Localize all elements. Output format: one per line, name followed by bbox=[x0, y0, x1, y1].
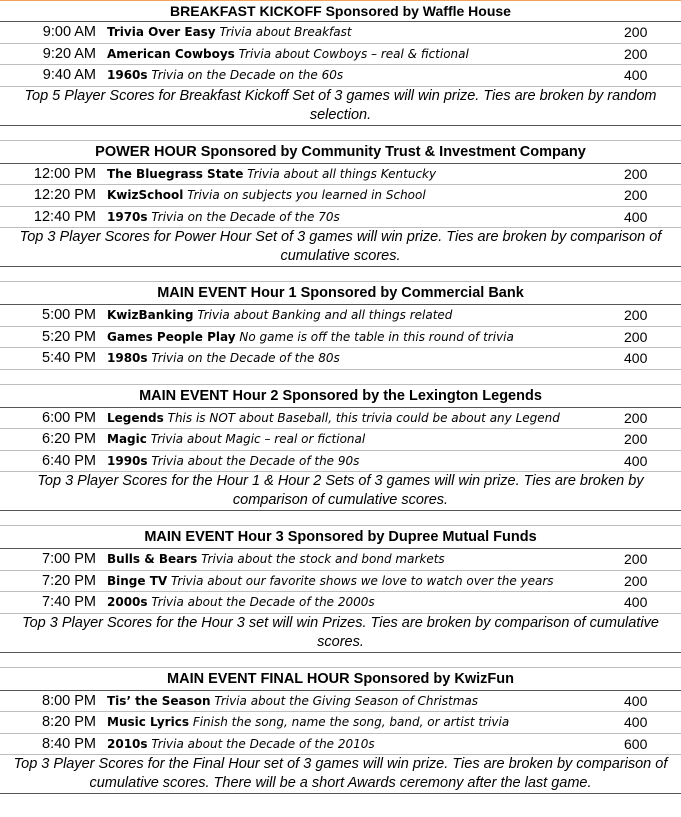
game-title bbox=[107, 571, 554, 592]
schedule-row bbox=[0, 592, 681, 614]
game-name: Magic bbox=[107, 432, 147, 446]
game-title bbox=[107, 429, 365, 450]
game-description: This is NOT about Baseball, this trivia could be about any Legend bbox=[167, 410, 560, 425]
schedule-row bbox=[0, 65, 681, 87]
schedule-row bbox=[0, 451, 681, 473]
schedule-section-breakfast bbox=[0, 1, 681, 126]
game-title bbox=[107, 592, 375, 613]
game-points: 400 bbox=[624, 452, 648, 469]
schedule-row bbox=[0, 207, 681, 229]
section-gap bbox=[0, 267, 681, 281]
game-name: American Cowboys bbox=[107, 46, 235, 61]
section-heading: MAIN EVENT Hour 3 Sponsored by Dupree Mutual Funds bbox=[0, 526, 681, 549]
schedule-section-hour-1 bbox=[0, 282, 681, 370]
schedule-section-power-hour bbox=[0, 141, 681, 268]
game-time: 6:40 PM bbox=[42, 452, 96, 469]
game-name: 2010s bbox=[107, 736, 148, 751]
game-description: Trivia about all things Kentucky bbox=[247, 166, 437, 181]
game-title bbox=[107, 408, 560, 429]
schedule-row bbox=[0, 429, 681, 451]
section-heading: MAIN EVENT Hour 2 Sponsored by the Lexington Legends bbox=[0, 385, 681, 408]
game-name: The Bluegrass State bbox=[107, 166, 244, 181]
schedule-row bbox=[0, 571, 681, 593]
section-gap bbox=[0, 511, 681, 525]
game-points: 400 bbox=[624, 67, 648, 83]
game-title bbox=[107, 44, 469, 65]
game-points: 400 bbox=[624, 350, 648, 366]
game-time: 9:20 AM bbox=[42, 45, 96, 62]
section-heading: MAIN EVENT FINAL HOUR Sponsored by KwizFun bbox=[0, 668, 681, 691]
schedule-section-final-hour bbox=[0, 668, 681, 795]
game-time: 9:00 AM bbox=[42, 24, 96, 40]
prize-note: Top 3 Player Scores for the Hour 1 & Hour 2 Sets of 3 games will win prize. Ties are broken by comparison of cumulative scores. bbox=[0, 472, 681, 511]
game-title bbox=[107, 65, 343, 86]
prize-note: Top 3 Player Scores for the Final Hour set of 3 games will win prize. Ties are broken by comparison of cumulative scores. There will be a short Awards ceremony after the last game. bbox=[0, 755, 681, 794]
prize-note: Top 3 Player Scores for Power Hour Set of 3 games will win prize. Ties are broken by comparison of cumulative scores. bbox=[0, 228, 681, 267]
schedule-row bbox=[0, 185, 681, 207]
game-title bbox=[107, 305, 452, 326]
game-description: Trivia about Breakfast bbox=[219, 25, 352, 39]
game-time: 12:20 PM bbox=[33, 187, 96, 203]
game-description: Trivia about the Decade of the 90s bbox=[151, 453, 360, 468]
game-name: 1980s bbox=[107, 351, 148, 365]
game-description: Trivia on subjects you learned in School bbox=[187, 188, 426, 202]
section-heading: POWER HOUR Sponsored by Community Trust & Investment Company bbox=[0, 141, 681, 164]
schedule-row bbox=[0, 549, 681, 571]
game-name: Music Lyrics bbox=[107, 715, 189, 729]
section-heading: MAIN EVENT Hour 1 Sponsored by Commercial Bank bbox=[0, 282, 681, 305]
game-name: Tis’ the Season bbox=[107, 693, 211, 708]
section-gap bbox=[0, 370, 681, 384]
game-description: No game is off the table in this round of trivia bbox=[239, 329, 514, 344]
game-title bbox=[107, 164, 436, 185]
game-time: 7:00 PM bbox=[42, 551, 96, 567]
game-time: 7:40 PM bbox=[42, 594, 96, 610]
game-points: 200 bbox=[624, 45, 648, 62]
game-time: 5:20 PM bbox=[42, 328, 96, 345]
game-title bbox=[107, 712, 509, 733]
game-points: 600 bbox=[624, 735, 648, 752]
game-name: 2000s bbox=[107, 595, 148, 609]
game-points: 200 bbox=[624, 24, 648, 40]
game-description: Trivia about the stock and bond markets bbox=[201, 552, 445, 566]
game-points: 200 bbox=[624, 328, 648, 345]
game-name: 1990s bbox=[107, 453, 148, 468]
game-title bbox=[107, 734, 375, 755]
game-description: Trivia about the Giving Season of Christmas bbox=[214, 693, 478, 708]
game-points: 400 bbox=[624, 714, 648, 730]
game-description: Trivia on the Decade on the 60s bbox=[151, 68, 344, 82]
game-description: Trivia about the Decade of the 2000s bbox=[151, 595, 375, 609]
game-points: 400 bbox=[624, 208, 648, 225]
schedule-section-hour-2 bbox=[0, 385, 681, 512]
game-description: Trivia about Cowboys – real & fictional bbox=[238, 46, 469, 61]
game-description: Trivia on the Decade of the 80s bbox=[151, 351, 340, 365]
game-time: 12:40 PM bbox=[33, 208, 96, 225]
section-heading: BREAKFAST KICKOFF Sponsored by Waffle House bbox=[0, 1, 681, 22]
game-description: Trivia about our favorite shows we love to watch over the years bbox=[171, 573, 554, 588]
game-title bbox=[107, 691, 478, 712]
game-points: 200 bbox=[624, 187, 648, 203]
game-title bbox=[107, 327, 514, 348]
prize-note: Top 5 Player Scores for Breakfast Kickoff Set of 3 games will win prize. Ties are broken by random selection. bbox=[0, 87, 681, 126]
game-points: 400 bbox=[624, 692, 648, 709]
game-description: Trivia about the Decade of the 2010s bbox=[151, 736, 375, 751]
game-points: 200 bbox=[624, 165, 648, 182]
game-points: 200 bbox=[624, 307, 648, 323]
game-time: 12:00 PM bbox=[33, 165, 96, 182]
schedule-row bbox=[0, 22, 681, 44]
schedule-row bbox=[0, 734, 681, 756]
schedule-row bbox=[0, 44, 681, 66]
game-title bbox=[107, 185, 426, 206]
game-name: Legends bbox=[107, 410, 164, 425]
game-time: 8:20 PM bbox=[42, 714, 96, 730]
game-name: Games People Play bbox=[107, 329, 236, 344]
game-points: 200 bbox=[624, 572, 648, 589]
game-time: 7:20 PM bbox=[42, 572, 96, 589]
game-name: Trivia Over Easy bbox=[107, 25, 216, 39]
schedule-row bbox=[0, 348, 681, 370]
schedule-row bbox=[0, 712, 681, 734]
game-description: Trivia about Magic – real or fictional bbox=[150, 432, 366, 446]
game-time: 5:00 PM bbox=[42, 307, 96, 323]
section-gap bbox=[0, 653, 681, 667]
game-title bbox=[107, 451, 359, 472]
game-name: 1970s bbox=[107, 209, 148, 224]
schedule-row bbox=[0, 691, 681, 713]
game-name: Binge TV bbox=[107, 573, 168, 588]
schedule-row bbox=[0, 305, 681, 327]
section-gap bbox=[0, 126, 681, 140]
game-time: 8:00 PM bbox=[42, 692, 96, 709]
game-title bbox=[107, 549, 445, 570]
game-time: 6:00 PM bbox=[42, 409, 96, 426]
game-name: Bulls & Bears bbox=[107, 552, 198, 566]
schedule-section-hour-3 bbox=[0, 526, 681, 653]
schedule-row bbox=[0, 408, 681, 430]
game-name: 1960s bbox=[107, 68, 148, 82]
game-description: Trivia about Banking and all things related bbox=[197, 308, 453, 322]
game-points: 200 bbox=[624, 409, 648, 426]
prize-note: Top 3 Player Scores for the Hour 3 set will win Prizes. Ties are broken by comparison of cumulative scores. bbox=[0, 614, 681, 653]
game-time: 8:40 PM bbox=[42, 735, 96, 752]
game-title bbox=[107, 348, 340, 369]
game-points: 200 bbox=[624, 551, 648, 567]
schedule-row bbox=[0, 327, 681, 349]
game-points: 200 bbox=[624, 431, 648, 447]
game-time: 6:20 PM bbox=[42, 431, 96, 447]
game-title bbox=[107, 207, 340, 228]
game-title bbox=[107, 22, 352, 43]
game-time: 9:40 AM bbox=[42, 67, 96, 83]
game-points: 400 bbox=[624, 594, 648, 610]
game-name: KwizBanking bbox=[107, 308, 194, 322]
game-time: 5:40 PM bbox=[42, 350, 96, 366]
game-name: KwizSchool bbox=[107, 188, 184, 202]
game-description: Trivia on the Decade of the 70s bbox=[151, 209, 340, 224]
game-description: Finish the song, name the song, band, or artist trivia bbox=[192, 715, 510, 729]
schedule-row bbox=[0, 164, 681, 186]
